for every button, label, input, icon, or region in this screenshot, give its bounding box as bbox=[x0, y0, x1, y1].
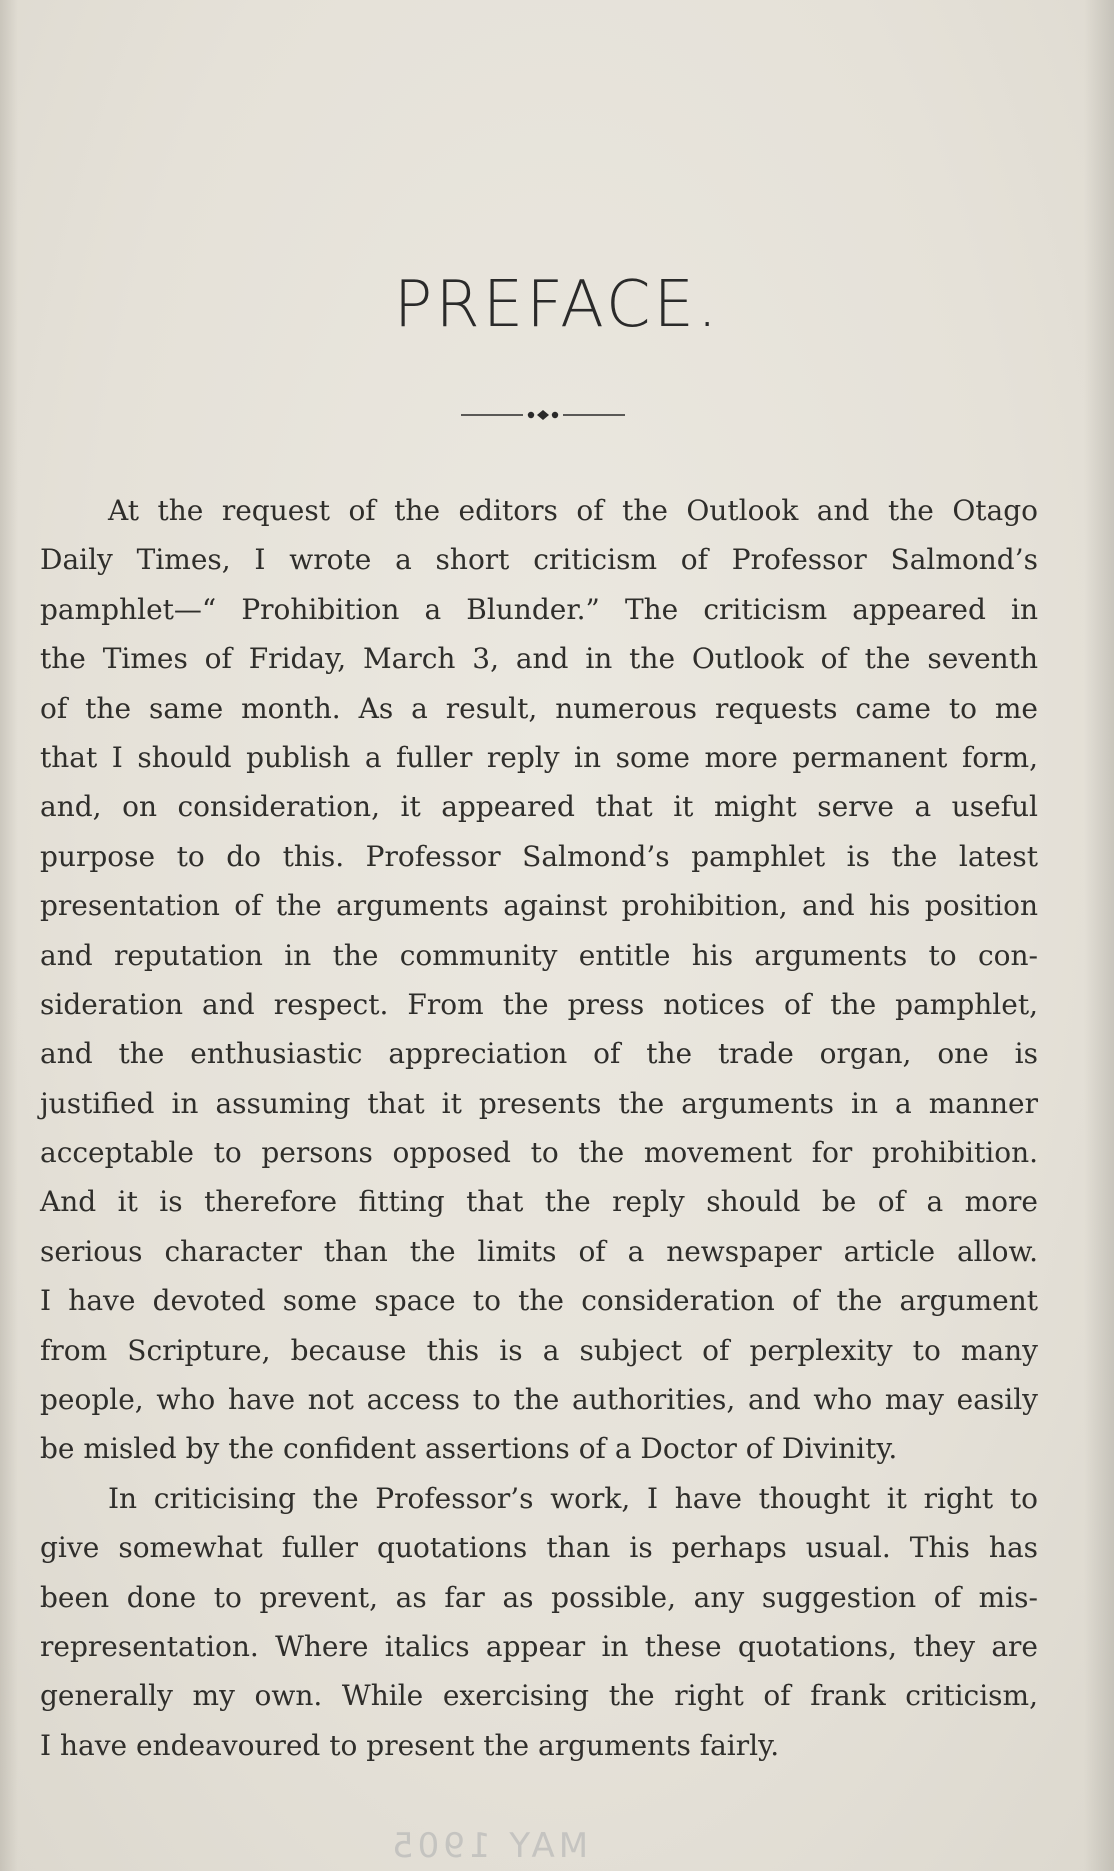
text-line: the Times of Friday, March 3, and in the Outlook of the seventh bbox=[40, 642, 1038, 676]
text-line: sideration and respect. From the press notices of the pamphlet, bbox=[40, 987, 1038, 1021]
text-line: serious character than the limits of a newspaper article allow. bbox=[40, 1234, 1038, 1268]
text-line: and reputation in the community entitle his arguments to con- bbox=[40, 938, 1038, 972]
text-line: presentation of the arguments against prohibition, and his position bbox=[40, 889, 1038, 923]
text-line: that I should publish a fuller reply in some more permanent form, bbox=[40, 740, 1038, 774]
text-line: pamphlet—“ Prohibition a Blunder.” The criticism appeared in bbox=[40, 592, 1038, 626]
text-line: be misled by the confident assertions of a Doctor of Divinity. bbox=[40, 1432, 898, 1466]
text-line: acceptable to persons opposed to the movement for prohibition. bbox=[40, 1136, 1038, 1170]
text-line: and the enthusiastic appreciation of the trade organ, one is bbox=[40, 1037, 1038, 1071]
ornament-divider-icon bbox=[457, 402, 629, 428]
paragraph-2 bbox=[40, 1474, 1038, 1770]
text-line: purpose to do this. Professor Salmond’s pamphlet is the latest bbox=[40, 839, 1038, 873]
text-line: In criticising the Professor’s work, I have thought it right to bbox=[108, 1481, 1038, 1515]
text-line: and, on consideration, it appeared that it might serve a useful bbox=[40, 790, 1038, 824]
text-line: I have endeavoured to present the arguments fairly. bbox=[40, 1728, 780, 1762]
text-line: from Scripture, because this is a subject of perplexity to many bbox=[40, 1333, 1038, 1367]
text-line: generally my own. While exercising the right of frank criticism, bbox=[40, 1679, 1038, 1713]
text-line: been done to prevent, as far as possible, any suggestion of mis- bbox=[40, 1580, 1038, 1614]
text-line: Daily Times, I wrote a short criticism of Professor Salmond’s bbox=[40, 543, 1038, 577]
library-stamp: MAY 1905 bbox=[388, 1826, 589, 1866]
text-line: justified in assuming that it presents the arguments in a manner bbox=[40, 1086, 1038, 1120]
preface-body bbox=[40, 486, 1038, 1770]
text-line: And it is therefore fitting that the reply should be of a more bbox=[40, 1185, 1038, 1219]
text-line: of the same month. As a result, numerous requests came to me bbox=[40, 691, 1038, 725]
text-line: give somewhat fuller quotations than is perhaps usual. This has bbox=[40, 1531, 1038, 1565]
paragraph-1 bbox=[40, 486, 1038, 1474]
text-line: I have devoted some space to the consideration of the argument bbox=[40, 1284, 1038, 1318]
text-line: At the request of the editors of the Outlook and the Otago bbox=[108, 494, 1038, 527]
text-line: representation. Where italics appear in these quotations, they are bbox=[40, 1629, 1038, 1663]
text-line: people, who have not access to the authorities, and who may easily bbox=[40, 1383, 1038, 1417]
page-title: PREFACE. bbox=[393, 268, 721, 342]
